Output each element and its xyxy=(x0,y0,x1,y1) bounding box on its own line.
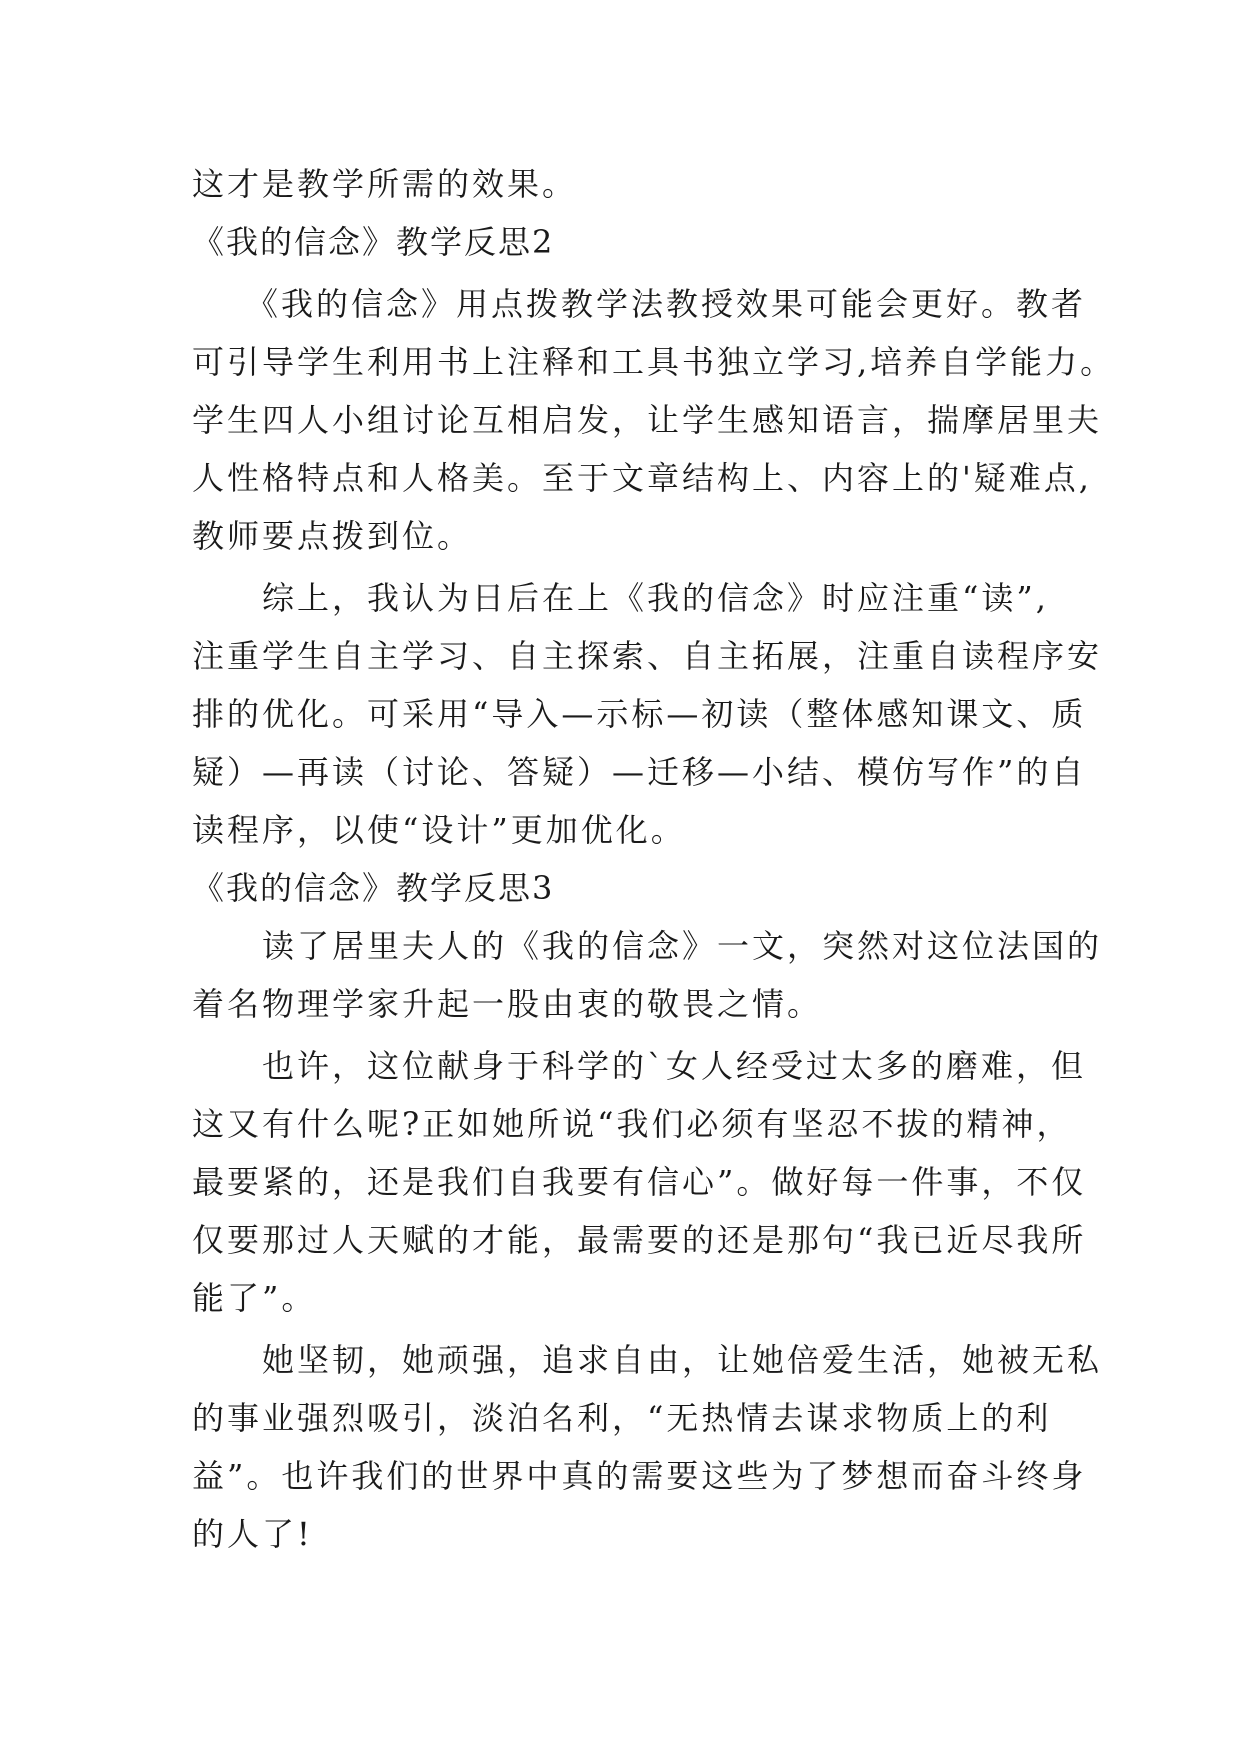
text-line: 综上，我认为日后在上《我的信念》时应注重“读”, xyxy=(192,579,1049,617)
text-line: 这才是教学所需的效果。 xyxy=(192,165,578,203)
text-line: 疑）—再读（讨论、答疑）—迁移—小结、模仿写作”的自 xyxy=(192,753,1087,791)
section-heading-2: 《我的信念》教学反思2 xyxy=(192,223,555,261)
text-line: 的事业强烈吸引，淡泊名利，“无热情去谋求物质上的利 xyxy=(192,1399,1052,1437)
text-line: 读了居里夫人的《我的信念》一文，突然对这位法国的 xyxy=(192,927,1103,965)
text-line: 教师要点拨到位。 xyxy=(192,517,473,555)
text-line: 益”。也许我们的世界中真的需要这些为了梦想而奋斗终身 xyxy=(192,1457,1087,1495)
text-line: 仅要那过人天赋的才能，最需要的还是那句“我已近尽我所 xyxy=(192,1221,1087,1259)
text-line: 学生四人小组讨论互相启发，让学生感知语言，揣摩居里夫 xyxy=(192,401,1103,439)
text-line: 《我的信念》用点拨教学法教授效果可能会更好。教者 xyxy=(192,285,1087,323)
document-body xyxy=(192,155,1116,1563)
text-line: 排的优化。可采用“导入—示标—初读（整体感知课文、质 xyxy=(192,695,1087,733)
text-line: 能了”。 xyxy=(192,1279,317,1317)
text-line: 读程序，以使“设计”更加优化。 xyxy=(192,811,686,849)
text-line: 人性格特点和人格美。至于文章结构上、内容上的'疑难点, xyxy=(192,459,1092,497)
text-line: 着名物理学家升起一股由衷的敬畏之情。 xyxy=(192,985,823,1023)
text-line: 这又有什么呢?正如她所说“我们必须有坚忍不拔的精神， xyxy=(192,1105,1072,1143)
text-line: 的人了! xyxy=(192,1515,313,1553)
section-heading-3: 《我的信念》教学反思3 xyxy=(192,869,555,907)
text-line: 可引导学生利用书上注释和工具书独立学习,培养自学能力。 xyxy=(192,343,1116,381)
text-line: 她坚韧，她顽强，追求自由，让她倍爱生活，她被无私 xyxy=(192,1341,1103,1379)
text-line: 注重学生自主学习、自主探索、自主拓展，注重自读程序安 xyxy=(192,637,1103,675)
text-line: 最要紧的，还是我们自我要有信心”。做好每一件事，不仅 xyxy=(192,1163,1087,1201)
text-line: 也许，这位献身于科学的`女人经受过太多的磨难，但 xyxy=(192,1047,1087,1085)
